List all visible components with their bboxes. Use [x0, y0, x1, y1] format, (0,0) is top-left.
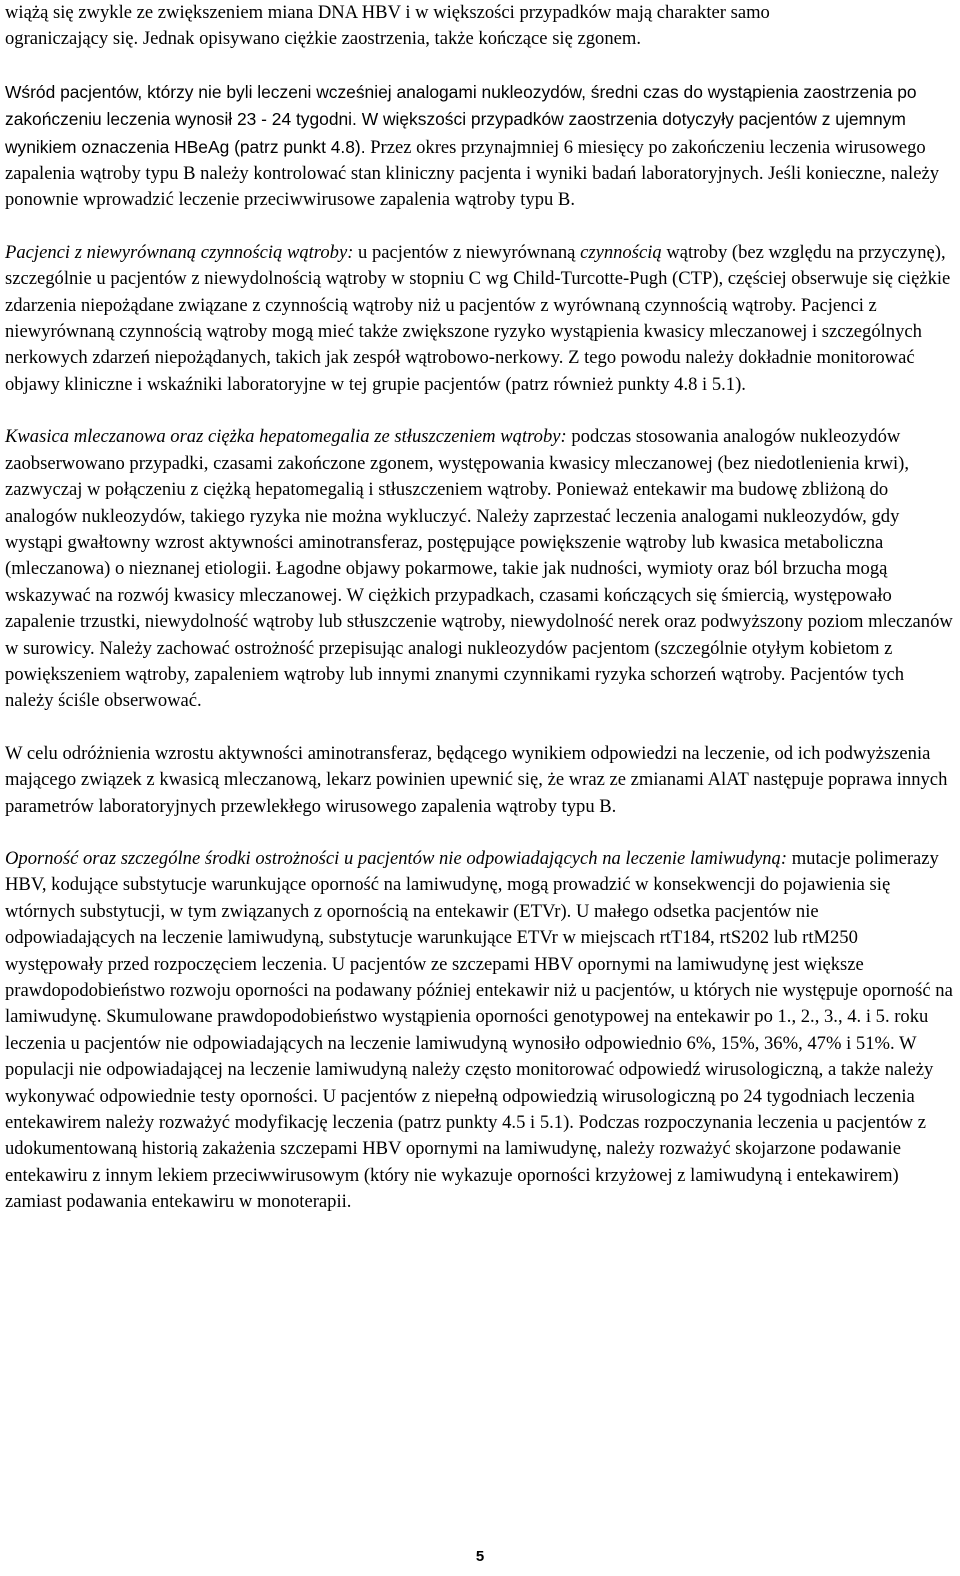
paragraph-line: ograniczający się. Jednak opisywano ciężkie zaostrzenia, także kończące się zgonem.: [5, 28, 642, 50]
paragraph-exacerbation-continued: [5, 0, 953, 53]
paragraph-lamivudine-resistance: [5, 846, 953, 1216]
paragraph-spacer: [5, 715, 953, 741]
paragraph-text: mutacje polimerazy HBV, kodujące substytucje warunkujące oporność na lamiwudynę, mogą prowadzić w konsekwencji do pojawienia się wtórnych substytucji, w tym związanych z opornością na entekawir (ETVr). U małego odsetka pacjentów nie odpowiadających na leczenie lamiwudyną, substytucje warunkujące ETVr w miejscach rtT184, rtS202 lub rtM250 występowały przed rozpoczęciem leczenia. U pacjentów ze szczepami HBV opornymi na lamiwudynę jest większe prawdopodobieństwo rozwoju oporności na podawany później entekawir niż u pacjentów, u których nie występuje oporność na lamiwudynę. Skumulowane prawdopodobieństwo wystąpienia oporności genotypowej na entekawir po 1., 2., 3., 4. i 5. roku leczenia u pacjentów nie odpowiadających na leczenie lamiwudyną wynosiło odpowiednio 6%, 15%, 36%, 47% i 51%. W populacji nie odpowiadającej na leczenie lamiwudyną należy często monitorować odpowiedź wirusologiczną, a także należy wykonywać odpowiednie testy oporności. U pacjentów z niepełną odpowiedzią wirusologiczną po 24 tygodniach leczenia entekawirem należy rozważyć modyfikację leczenia (patrz punkty 4.5 i 5.1). Podczas rozpoczynania leczenia u pacjentów z udokumentowaną historią zakażenia szczepami HBV opornymi na lamiwudynę, należy rozważyć skojarzone podawanie entekawiru z innym lekiem przeciwwirusowym (który nie wykazuje oporności krzyżowej z lamiwudyną i entekawirem) zamiast podawania entekawiru w monoterapii.: [5, 847, 953, 1213]
paragraph-alt-differentiation: [5, 741, 953, 820]
section-heading-italic: Pacjenci z niewyrównaną czynnością wątroby:: [5, 241, 354, 263]
paragraph-spacer: [5, 53, 953, 79]
paragraph-decompensated-liver: [5, 240, 953, 398]
section-heading-italic: Oporność oraz szczególne środki ostrożności u pacjentów nie odpowiadających na leczenie lamiwudyną:: [5, 847, 788, 869]
paragraph-text: Przez okres przynajmniej 6 miesięcy po zakończeniu leczenia wirusowego zapalenia wątroby typu B należy kontrolować stan kliniczny pacjenta i wyniki badań laboratoryjnych. Jeśli konieczne, należy ponownie wprowadzić leczenie przeciwwirusowe zapalenia wątroby typu B.: [5, 136, 940, 211]
inline-italic: czynnością: [580, 241, 662, 263]
paragraph-text: podczas stosowania analogów nukleozydów zaobserwowano przypadki, czasami zakończone zgonem, występowania kwasicy mleczanowej (bez niedotlenienia krwi), zazwyczaj w połączeniu z ciężką hepatomegalią i stłuszczeniem wątroby. Ponieważ entekawir ma budowę zbliżoną do analogów nukleozydów, takiego ryzyka nie można wykluczyć. Należy zaprzestać leczenia analogami nukleozydów, gdy wystąpi gwałtowny wzrost aktywności aminotransferaz, postępujące powiększenie wątroby lub kwasica metaboliczna (mleczanowa) o nieznanej etiologii. Łagodne objawy pokarmowe, takie jak nudności, wymioty oraz ból brzucha mogą wskazywać na rozwój kwasicy mleczanowej. W ciężkich przypadkach, czasami kończących się śmiercią, występowało zapalenie trzustki, niewydolność wątroby lub stłuszczenie wątroby, niewydolność nerek oraz podwyższony poziom mleczanów w surowicy. Należy zachować ostrożność przepisując analogi nukleozydów pacjentom (szczególnie otyłym kobietom z powiększeniem wątroby, zapaleniem wątroby lub innymi znanymi czynnikami ryzyka schorzeń wątroby. Pacjentów tych należy ściśle obserwować.: [5, 426, 953, 712]
section-heading-italic: Kwasica mleczanowa oraz ciężka hepatomegalia ze stłuszczeniem wątroby:: [5, 426, 567, 448]
paragraph-post-treatment-exacerbation: [5, 79, 953, 214]
paragraph-text: u pacjentów z niewyrównaną: [353, 241, 581, 263]
paragraph-line: wiążą się zwykle ze zwiększeniem miana DNA HBV i w większości przypadków mają charakter samo: [5, 2, 770, 23]
paragraph-spacer: [5, 214, 953, 240]
paragraph-spacer: [5, 820, 953, 846]
paragraph-text-sans: Wśród pacjentów, którzy nie byli leczeni wcześniej analogami nukleozydów, średni czas do wystąpienia zaostrzenia po zakończeniu leczenia wynosił 23 - 24 tygodni. W większości przypadków zaostrzenia dotyczyły pacjentów z ujemnym wynikiem oznaczenia HBeAg (patrz punkt 4.8).: [5, 81, 917, 157]
paragraph-text: wątroby (bez względu na przyczynę), szczególnie u pacjentów z niewydolnością wątroby w stopniu C wg Child-Turcotte-Pugh (CTP), częściej obserwuje się ciężkie zdarzenia niepożądane związane z czynnością wątroby niż u pacjentów z wyrównaną czynnością wątroby. Pacjenci z niewyrównaną czynnością wątroby mogą mieć także zwiększone ryzyko wystąpienia kwasicy mleczanowej i szczególnych nerkowych zdarzeń niepożądanych, takich jak zespół wątrobowo-nerkowy. Z tego powodu należy dokładnie monitorować objawy kliniczne i wskaźniki laboratoryjne w tej grupie pacjentów (patrz również punkty 4.8 i 5.1).: [5, 241, 951, 395]
document-page: [5, 0, 953, 1216]
paragraph-text: W celu odróżnienia wzrostu aktywności aminotransferaz, będącego wynikiem odpowiedzi na leczenie, od ich podwyższenia mającego związek z kwasicą mleczanową, lekarz powinien upewnić się, że wraz ze zmianami AlAT następuje poprawa innych parametrów laboratoryjnych przewlekłego wirusowego zapalenia wątroby typu B.: [5, 742, 948, 817]
paragraph-spacer: [5, 398, 953, 424]
page-number: 5: [475, 1548, 485, 1565]
paragraph-lactic-acidosis: [5, 424, 953, 714]
